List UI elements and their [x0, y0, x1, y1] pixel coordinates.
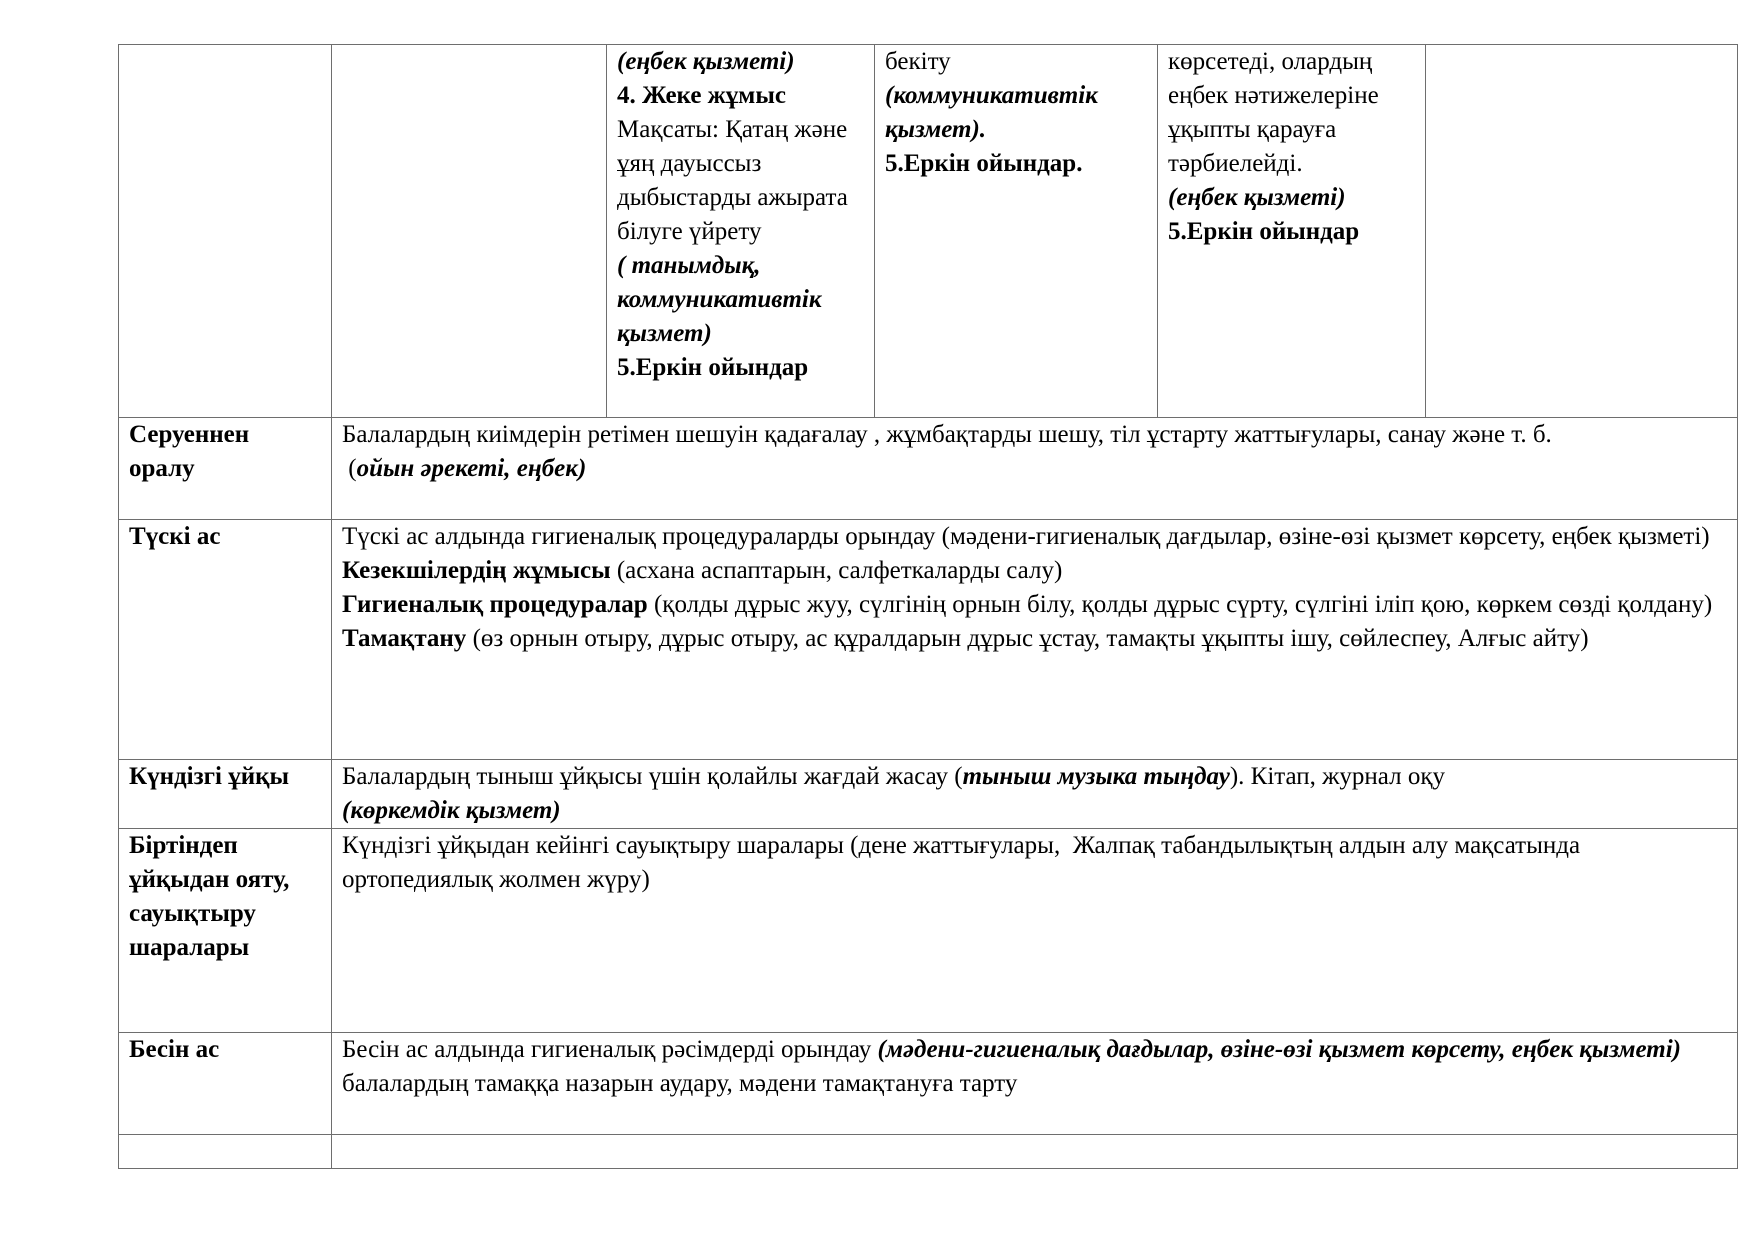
- row-label: Күндізгі ұйқы: [119, 760, 332, 829]
- activity-type-text: (еңбек қызметі): [617, 48, 795, 75]
- cell-text: (асхана аспаптарын, салфеткаларды салу): [610, 557, 1063, 584]
- table-row: [119, 520, 1738, 760]
- table-row: [119, 829, 1738, 1033]
- cell-text: бекіту: [885, 48, 951, 75]
- bold-heading: Гигиеналық процедуралар: [342, 591, 648, 618]
- cell-empty: [119, 45, 332, 418]
- cell-empty: [1426, 45, 1738, 418]
- emphasis-text: тыныш музыка тыңдау: [962, 763, 1230, 790]
- row-content: [332, 1033, 1738, 1135]
- cell-text: Балалардың тыныш ұйқысы үшін қолайлы жағдай жасау (: [342, 763, 963, 790]
- cell-text: көрсетеді, олардың еңбек нәтижелеріне ұқыпты қарауға тәрбиелейді.: [1168, 48, 1379, 177]
- activity-type-text: (еңбек қызметі): [1168, 184, 1346, 211]
- activity-type-text: (көркемдік қызмет): [342, 797, 561, 824]
- row-content: [332, 520, 1738, 760]
- row-content: [332, 418, 1738, 520]
- table-row: [119, 760, 1738, 829]
- cell-text: Түскі ас алдында гигиеналық процедураларды орындау (мәдени-гигиеналық дағдылар, өзіне-өзі қызмет көрсету, еңбек қызметі): [342, 523, 1710, 550]
- table-row: [119, 45, 1738, 418]
- cell-empty: [119, 1135, 332, 1169]
- table-row: [119, 1135, 1738, 1169]
- row-content: [332, 760, 1738, 829]
- cell-text: Бесін ас алдында гигиеналық рәсімдерді орындау: [342, 1036, 878, 1063]
- cell-text: балалардың тамаққа назарын аудару, мәдени тамақтануға тарту: [342, 1070, 1018, 1097]
- cell-paragraph: [342, 554, 1727, 588]
- free-games-heading: 5.Еркін ойындар: [617, 354, 809, 381]
- cell-empty: [332, 45, 607, 418]
- row-content: [332, 829, 1738, 1033]
- cell-empty: [332, 1135, 1738, 1169]
- bold-heading: Кезекшілердің жұмысы: [342, 557, 611, 584]
- cell-activity-col4: [875, 45, 1158, 418]
- table-row: [119, 1033, 1738, 1135]
- cell-activity-col3: [607, 45, 875, 418]
- cell-paragraph: [342, 622, 1727, 656]
- paren-text: (: [342, 455, 357, 482]
- goal-text: Мақсаты: Қатаң және ұяң дауыссыз дыбыстарды ажырата білуге үйрету: [617, 116, 848, 245]
- free-games-heading: 5.Еркін ойындар: [1168, 218, 1360, 245]
- activity-type-text: ( танымдық, коммуникативтік қызмет): [617, 252, 822, 347]
- cell-text: Балалардың киімдерін ретімен шешуін қадағалау , жұмбақтарды шешу, тіл ұстарту жаттығулары, санау және т. б.: [342, 421, 1552, 448]
- activity-type-text: (коммуникативтік қызмет).: [885, 82, 1098, 143]
- row-label: Біртіндеп ұйқыдан ояту, сауықтыру шаралары: [119, 829, 332, 1033]
- row-label: Бесін ас: [119, 1033, 332, 1135]
- row-label: Түскі ас: [119, 520, 332, 760]
- cell-text: ). Кітап, журнал оқу: [1229, 763, 1445, 790]
- cell-text: Күндізгі ұйқыдан кейінгі сауықтыру шаралары (дене жаттығулары, Жалпақ табандылықтың алдын алу мақсатында ортопедиялық жолмен жүру): [342, 832, 1587, 893]
- cell-text: (өз орнын отыру, дұрыс отыру, ас құралдарын дұрыс ұстау, тамақты ұқыпты ішу, сөйлеспеу, Алғыс айту): [466, 625, 1589, 652]
- individual-work-heading: 4. Жеке жұмыс: [617, 82, 786, 109]
- cell-text: (қолды дұрыс жуу, сүлгінің орнын білу, қолды дұрыс сүрту, сүлгіні іліп қою, көркем сөзді қолдану): [647, 591, 1713, 618]
- cell-paragraph: [342, 588, 1727, 622]
- activity-type-text: ойын әрекеті, еңбек): [356, 455, 587, 482]
- activity-type-text: (мәдени-гигиеналық дағдылар, өзіне-өзі қызмет көрсету, еңбек қызметі): [877, 1036, 1681, 1063]
- bold-heading: Тамақтану: [342, 625, 467, 652]
- daily-plan-table: [118, 44, 1738, 1169]
- cell-activity-col5: [1158, 45, 1426, 418]
- free-games-heading: 5.Еркін ойындар.: [885, 150, 1083, 177]
- row-label: Серуеннен оралу: [119, 418, 332, 520]
- table-row: [119, 418, 1738, 520]
